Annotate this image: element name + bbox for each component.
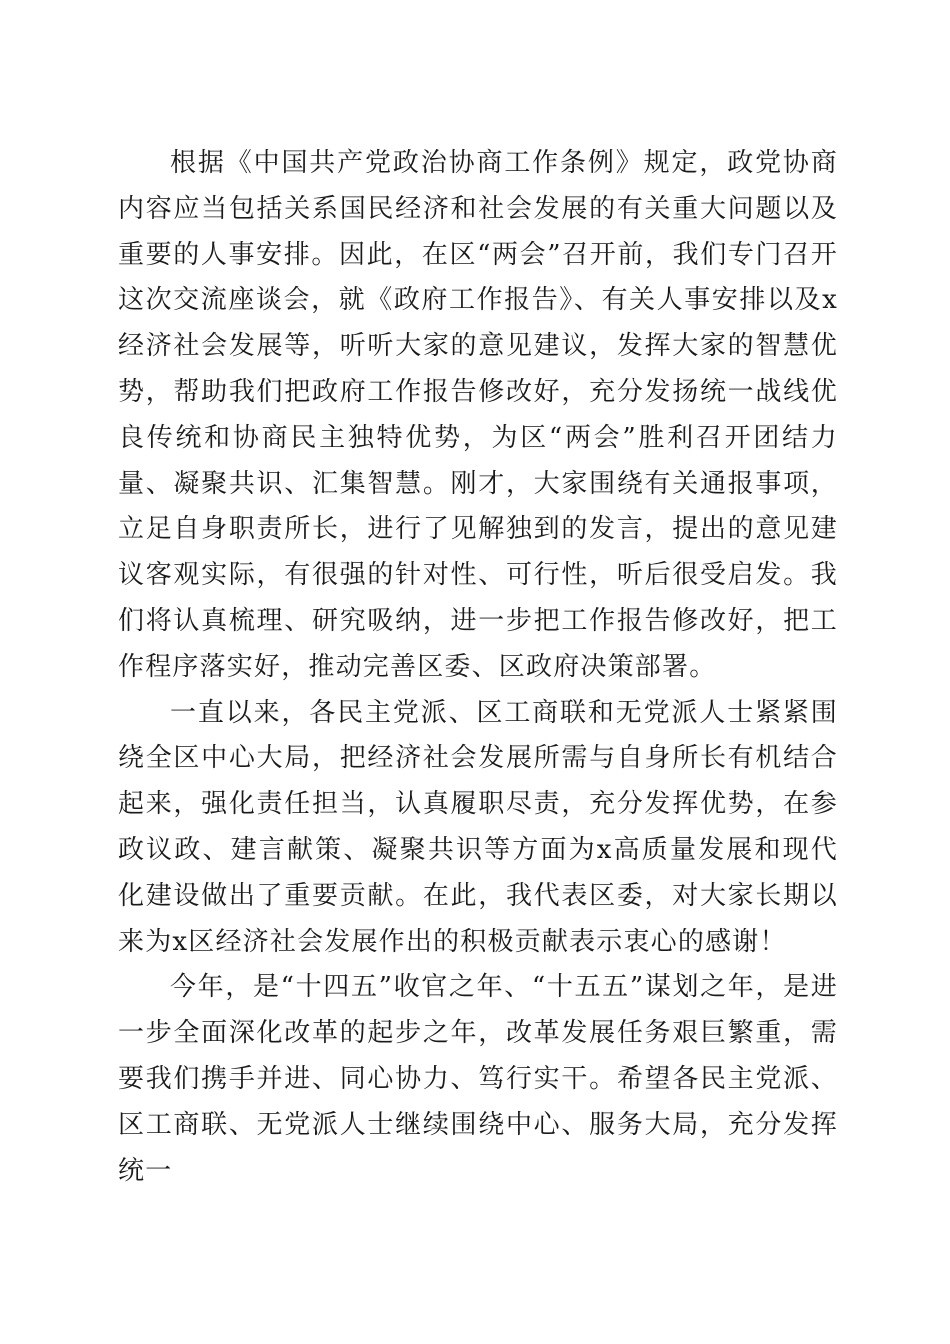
paragraph-1: 根据《中国共产党政治协商工作条例》规定，政党协商内容应当包括关系国民经济和社会发展的有关重大问题以及重要的人事安排。因此，在区“两会”召开前，我们专门召开这次交流座谈会，就《政府工作报告》、有关人事安排以及x经济社会发展等，听听大家的意见建议，发挥大家的智慧优势，帮助我们把政府工作报告修改好，充分发扬统一战线优良传统和协商民主独特优势，为区“两会”胜利召开团结力量、凝聚共识、汇集智慧。刚才，大家围绕有关通报事项，立足自身职责所长，进行了见解独到的发言，提出的意见建议客观实际，有很强的针对性、可行性，听后很受启发。我们将认真梳理、研究吸纳，进一步把工作报告修改好，把工作程序落实好，推动完善区委、区政府决策部署。 xyxy=(118,148,838,682)
document-body xyxy=(118,141,838,1194)
paragraph-3: 今年，是“十四五”收官之年、“十五五”谋划之年，是进一步全面深化改革的起步之年，改革发展任务艰巨繁重，需要我们携手并进、同心协力、笃行实干。希望各民主党派、区工商联、无党派人士继续围绕中心、服务大局，充分发挥统一 xyxy=(118,972,838,1186)
paragraph-2: 一直以来，各民主党派、区工商联和无党派人士紧紧围绕全区中心大局，把经济社会发展所需与自身所长有机结合起来，强化责任担当，认真履职尽责，充分发挥优势，在参政议政、建言献策、凝聚共识等方面为x高质量发展和现代化建设做出了重要贡献。在此，我代表区委，对大家长期以来为x区经济社会发展作出的积极贡献表示衷心的感谢！ xyxy=(118,697,838,957)
